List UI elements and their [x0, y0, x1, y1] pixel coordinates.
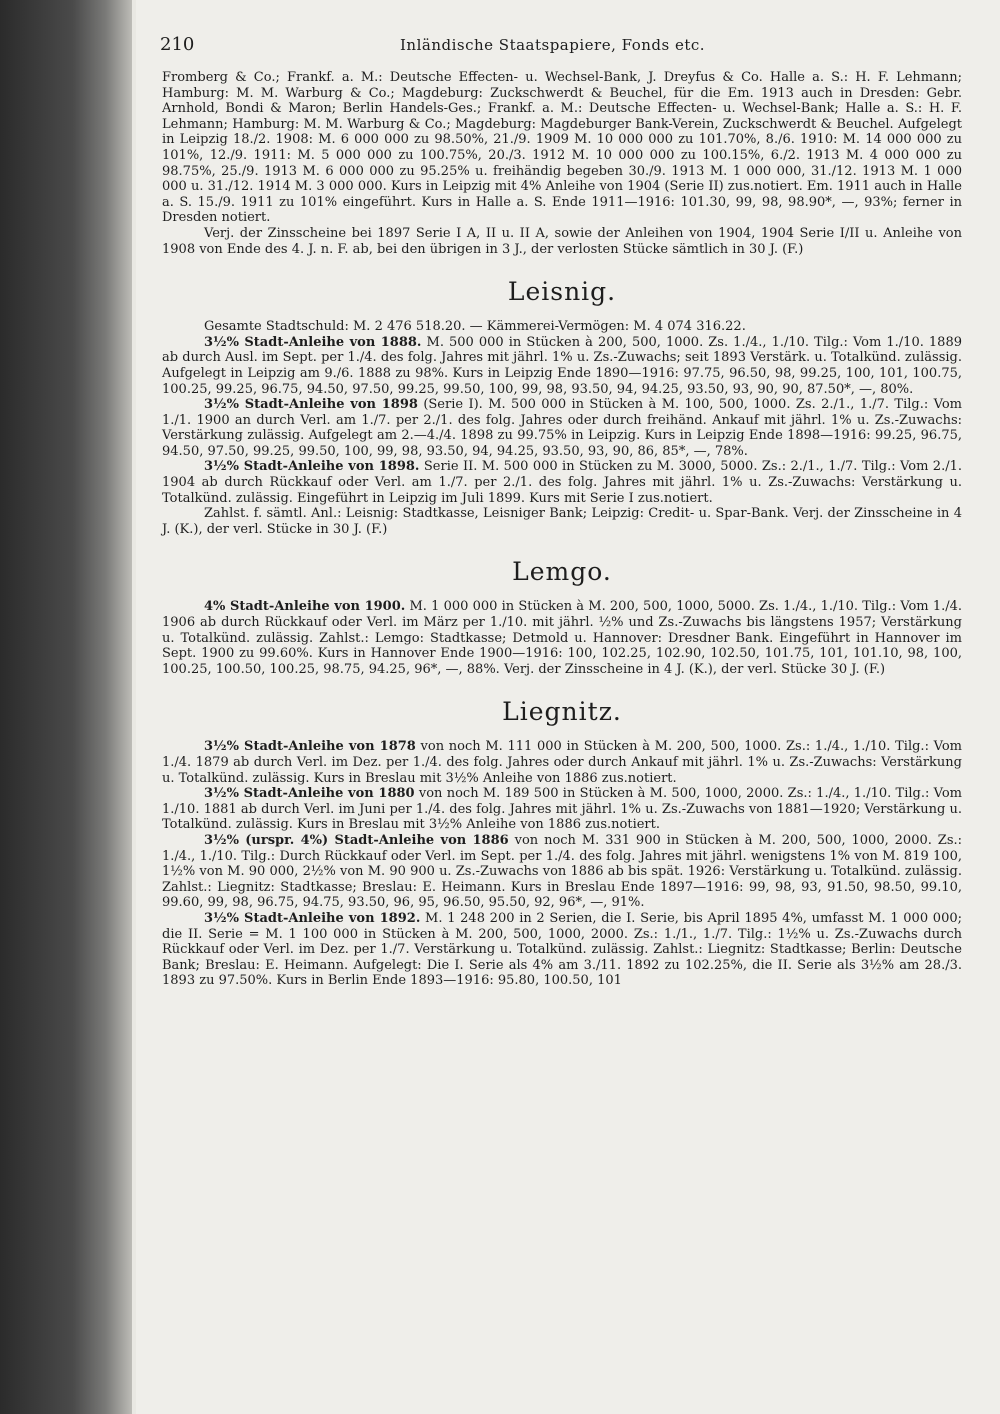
paragraph	[162, 319, 962, 335]
intro-paragraph: Verj. der Zinsscheine bei 1897 Serie I A, II u. II A, sowie der Anleihen von 1904, 1904 Serie I/II u. Anleihe von 1908 von Ende des 4. J. n. F. ab, bei den übrigen in 3 J., der verlosten Stücke sämtlich in 30 J. (F.)	[162, 225, 962, 257]
page-content	[162, 70, 962, 989]
loan-title: 3½% Stadt-Anleihe von 1878	[204, 739, 416, 755]
paragraph-text: Gesamte Stadtschuld: M. 2 476 518.20. — Kämmerei-Vermögen: M. 4 074 316.22.	[204, 319, 746, 335]
paragraph-text: M. 1 248 200 in 2 Serien, die I. Serie, bis April 1895 4%, umfasst M. 1 000 000; die II. Serie = M. 1 100 000 in Stücken à M. 200, 500, 1000, 2000. Zs.: 1./1., 1./7. Tilg.: 1½% u. Zs.-Zuwachs durch Rückkauf oder Verl. im Dez. per 1./7. Verstärkung u. Totalkünd. zulässig. Zahlst.: Liegnitz: Stadtkasse; Berlin: Deutsche Bank; Breslau: E. Heimann. Aufgelegt: Die I. Serie als 4% am 3./11. 1892 zu 102.25%, die II. Serie als 3½% am 28./3. 1893 zu 97.50%. Kurs in Berlin Ende 1893—1916: 95.80, 100.50, 101	[162, 910, 962, 989]
section-liegnitz	[162, 697, 962, 989]
paragraph-text: M. 500 000 in Stücken à 200, 500, 1000. Zs. 1./4., 1./10. Tilg.: Vom 1./10. 1889 ab durch Ausl. im Sept. per 1./4. des folg. Jahres mit jährl. 1% u. Zs.-Zuwachs; seit 1893 Verstärk. u. Totalkünd. zulässig. Aufgelegt in Leipzig am 9./6. 1888 zu 98%. Kurs in Leipzig Ende 1890—1916: 97.75, 96.50, 98, 99.25, 100, 101, 100.75, 100.25, 99.25, 96.75, 94.50, 97.50, 99.25, 99.50, 100, 99, 98, 93.50, 94, 94.25, 93.50, 93, 90, 90, 87.50*, —, 80%.	[162, 334, 962, 397]
loan-title: 3½% Stadt-Anleihe von 1898.	[204, 459, 420, 475]
loan-title: 3½% (urspr. 4%) Stadt-Anleihe von 1886	[204, 832, 509, 848]
loan-title: 4% Stadt-Anleihe von 1900.	[204, 599, 406, 615]
paragraph	[162, 599, 962, 677]
paragraph	[162, 459, 962, 506]
paragraph	[162, 786, 962, 833]
paragraph	[162, 397, 962, 459]
paragraph	[162, 833, 962, 911]
paragraph	[162, 911, 962, 989]
loan-title: 3½% Stadt-Anleihe von 1892.	[204, 910, 421, 926]
intro-paragraph: Fromberg & Co.; Frankf. a. M.: Deutsche Effecten- u. Wechsel-Bank, J. Dreyfus & Co. Halle a. S.: H. F. Lehmann; Hamburg: M. M. Warburg & Co.; Magdeburg: Zuckschwerdt & Beuchel, für die Em. 1913 auch in Dresden: Gebr. Arnhold, Bondi & Maron; Berlin Handels-Ges.; Frankf. a. M.: Deutsche Effecten- u. Wechsel-Bank; Halle a. S.: H. F. Lehmann; Hamburg: M. M. Warburg & Co.; Magdeburg: Magdeburger Bank-Verein, Zuckschwerdt & Beuchel. Aufgelegt in Leipzig 18./2. 1908: M. 6 000 000 zu 98.50%, 21./9. 1909 M. 10 000 000 zu 101.70%, 8./6. 1910: M. 14 000 000 zu 101%, 12./9. 1911: M. 5 000 000 zu 100.75%, 20./3. 1912 M. 10 000 000 zu 100.15%, 6./2. 1913 M. 4 000 000 zu 98.75%, 25./9. 1913 M. 6 000 000 zu 95.25% u. freihändig begeben 30./9. 1913 M. 1 000 000, 31./12. 1913 M. 1 000 000 u. 31./12. 1914 M. 3 000 000. Kurs in Leipzig mit 4% Anleihe von 1904 (Serie II) zus.notiert. Em. 1911 auch in Halle a. S. 15./9. 1911 zu 101% eingeführt. Kurs in Halle a. S. Ende 1911—1916: 101.30, 99, 98, 98.90*, —, 93%; ferner in Dresden notiert.	[162, 70, 962, 226]
paragraph	[162, 335, 962, 397]
page-number: 210	[160, 34, 195, 55]
paragraph-text: von noch M. 111 000 in Stücken à M. 200, 500, 1000. Zs.: 1./4., 1./10. Tilg.: Vom 1./4. 1879 ab durch Verl. im Dez. per 1./4. des folg. Jahres oder durch Ankauf mit jährl. 1% u. Zs.-Zuwachs: Verstärkung u. Totalkünd. zulässig. Kurs in Breslau mit 3½% Anleihe von 1886 zus.notiert.	[162, 739, 962, 786]
paragraph-text: Serie II. M. 500 000 in Stücken zu M. 3000, 5000. Zs.: 2./1., 1./7. Tilg.: Vom 2./1. 1904 ab durch Rückkauf oder Verl. am 1./7. per 2./1. des folg. Jahres mit jährl. 1% u. Zs.-Zuwachs: Verstärkung u. Totalkünd. zulässig. Eingeführt in Leipzig im Juli 1899. Kurs mit Serie I zus.notiert.	[162, 459, 962, 506]
paragraph-text: von noch M. 331 900 in Stücken à M. 200, 500, 1000, 2000. Zs.: 1./4., 1./10. Tilg.: Durch Rückkauf oder Verl. im Sept. per 1./4. des folg. Jahres mit jährl. wenigstens 1% von M. 819 100, 1½% von M. 90 000, 2½% von M. 90 900 u. Zs.-Zuwachs von 1886 ab bis spät. 1926: Verstärkung u. Totalkünd. zulässig. Zahlst.: Liegnitz: Stadtkasse; Breslau: E. Heimann. Kurs in Breslau Ende 1897—1916: 99, 98, 93, 91.50, 98.50, 99.10, 99.60, 99, 98, 96.75, 94.75, 93.50, 96, 95, 96.50, 95.50, 92, 96*, —, 91%.	[162, 832, 963, 911]
city-heading: Lemgo.	[512, 557, 612, 587]
paragraph-text: M. 1 000 000 in Stücken à M. 200, 500, 1000, 5000. Zs. 1./4., 1./10. Tilg.: Vom 1./4. 1906 ab durch Rückkauf oder Verl. im März per 1./10. mit jährl. ½% und Zs.-Zuwachs bis längstens 1957; Verstärkung u. Totalkünd. zulässig. Zahlst.: Lemgo: Stadtkasse; Detmold u. Hannover: Dresdner Bank. Eingeführt in Hannover im Sept. 1900 zu 99.60%. Kurs in Hannover Ende 1900—1916: 100, 102.25, 102.90, 102.50, 101.75, 101, 101.10, 98, 100, 100.25, 100.50, 100.25, 98.75, 94.25, 96*, —, 88%. Verj. der Zinsscheine in 4 J. (K.), der verl. Stücke 30 J. (F.)	[162, 599, 963, 677]
paragraph	[162, 506, 962, 537]
running-title: Inländische Staatspapiere, Fonds etc.	[400, 36, 706, 54]
city-heading: Liegnitz.	[502, 697, 622, 727]
paragraph-text: Zahlst. f. sämtl. Anl.: Leisnig: Stadtkasse, Leisniger Bank; Leipzig: Credit- u. Spar-Bank. Verj. der Zinsscheine in 4 J. (K.), der verl. Stücke in 30 J. (F.)	[162, 506, 962, 537]
city-heading: Leisnig.	[507, 277, 617, 307]
section-lemgo	[162, 557, 962, 677]
paragraph	[162, 739, 962, 786]
paragraph-text: von noch M. 189 500 in Stücken à M. 500, 1000, 2000. Zs.: 1./4., 1./10. Tilg.: Vom 1./10. 1881 ab durch Verl. im Juni per 1./4. des folg. Jahres mit jährl. 1% u. Zs.-Zuwachs von 1881—1920; Verstärkung u. Totalkünd. zulässig. Kurs in Breslau mit 3½% Anleihe von 1886 zus.notiert.	[162, 786, 962, 833]
loan-title: 3½% Stadt-Anleihe von 1898	[204, 397, 418, 413]
loan-title: 3½% Stadt-Anleihe von 1880	[204, 786, 415, 802]
page-header	[160, 34, 960, 58]
binding-edge	[0, 0, 132, 1414]
paragraph-text: (Serie I). M. 500 000 in Stücken à M. 100, 500, 1000. Zs. 2./1., 1./7. Tilg.: Vom 1./1. 1900 an durch Verl. am 1./7. per 2./1. des folg. Jahres oder durch freihänd. Ankauf mit jährl. 1% u. Zs.-Zuwachs: Verstärkung zulässig. Aufgelegt am 2.—4./4. 1898 zu 99.75% in Leipzig. Kurs in Leipzig Ende 1898—1916: 99.25, 96.75, 94.50, 97.50, 99.25, 99.50, 100, 99, 98, 93.50, 94, 94.25, 93.50, 93, 90, 86, 85*, —, 78%.	[162, 397, 962, 459]
loan-title: 3½% Stadt-Anleihe von 1888.	[204, 334, 422, 350]
section-leisnig	[162, 277, 962, 537]
